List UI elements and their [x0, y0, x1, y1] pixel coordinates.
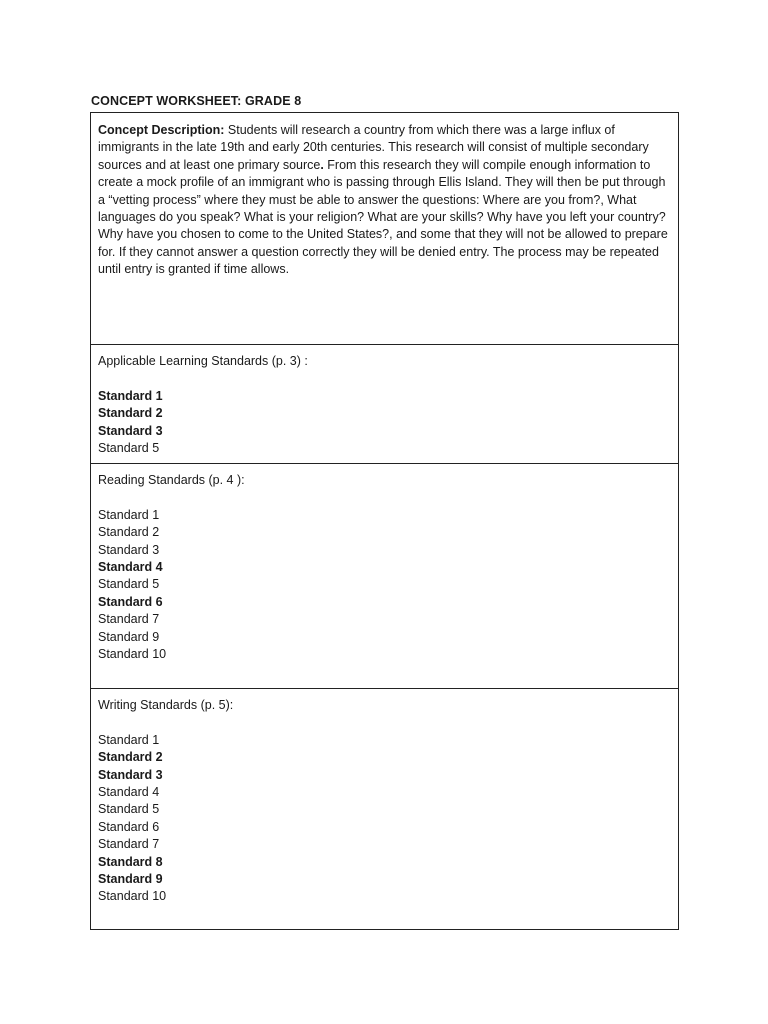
standard-item: Standard 5: [98, 577, 160, 592]
writing-standards-cell: [91, 689, 678, 929]
standard-item: Standard 5: [98, 441, 160, 456]
standard-item: Standard 2: [98, 750, 163, 765]
standard-item: Standard 1: [98, 507, 160, 522]
writing-standards-heading: Writing Standards (p. 5):: [98, 698, 234, 712]
learning-standards-heading: Applicable Learning Standards (p. 3) :: [98, 354, 308, 368]
standard-item: Standard 9: [98, 872, 163, 887]
concept-description-cell: [91, 113, 678, 345]
standard-item: Standard 6: [98, 819, 160, 834]
reading-standards-cell: [91, 464, 678, 689]
page-title: CONCEPT WORKSHEET: GRADE 8: [91, 94, 302, 108]
standard-item: Standard 1: [98, 732, 160, 747]
standard-item: Standard 1: [98, 388, 163, 403]
standard-item: Standard 7: [98, 612, 160, 627]
standard-item: Standard 10: [98, 889, 167, 904]
standard-item: Standard 3: [98, 542, 160, 557]
concept-description-label: Concept Description:: [98, 123, 225, 137]
standard-item: Standard 6: [98, 594, 163, 609]
concept-description-period: .: [320, 157, 324, 172]
standard-item: Standard 3: [98, 423, 163, 438]
reading-standards-heading: Reading Standards (p. 4 ):: [98, 473, 245, 487]
reading-standards-list: [98, 507, 671, 664]
standard-item: Standard 2: [98, 525, 160, 540]
standard-item: Standard 4: [98, 560, 163, 575]
standard-item: Standard 8: [98, 854, 163, 869]
concept-description-text-1: Students will research a country from which there was a large influx of immigrants in the late 19th and early 20th centuries. This research will consist of multiple secondary sources and at least one primary source: [98, 123, 649, 172]
worksheet-table: [90, 112, 679, 930]
standard-item: Standard 9: [98, 629, 160, 644]
learning-standards-cell: [91, 345, 678, 464]
standard-item: Standard 5: [98, 802, 160, 817]
standard-item: Standard 7: [98, 837, 160, 852]
standard-item: Standard 4: [98, 785, 160, 800]
learning-standards-list: [98, 388, 671, 458]
writing-standards-list: [98, 732, 671, 906]
standard-item: Standard 10: [98, 647, 167, 662]
standard-item: Standard 3: [98, 767, 163, 782]
concept-description-text-2: From this research they will compile enough information to create a mock profile of an immigrant who is passing through Ellis Island. They will then be put through a “vetting process” where they must be able to answer the questions: Where are you from?, What languages do you speak? What is your religion? What are your skills? Why have you left your country? Why have you chosen to come to the United States?, and some that they will not be allowed to prepare for. If they cannot answer a question correctly they will be denied entry. The process may be repeated until entry is granted if time allows.: [98, 157, 668, 277]
standard-item: Standard 2: [98, 406, 163, 421]
